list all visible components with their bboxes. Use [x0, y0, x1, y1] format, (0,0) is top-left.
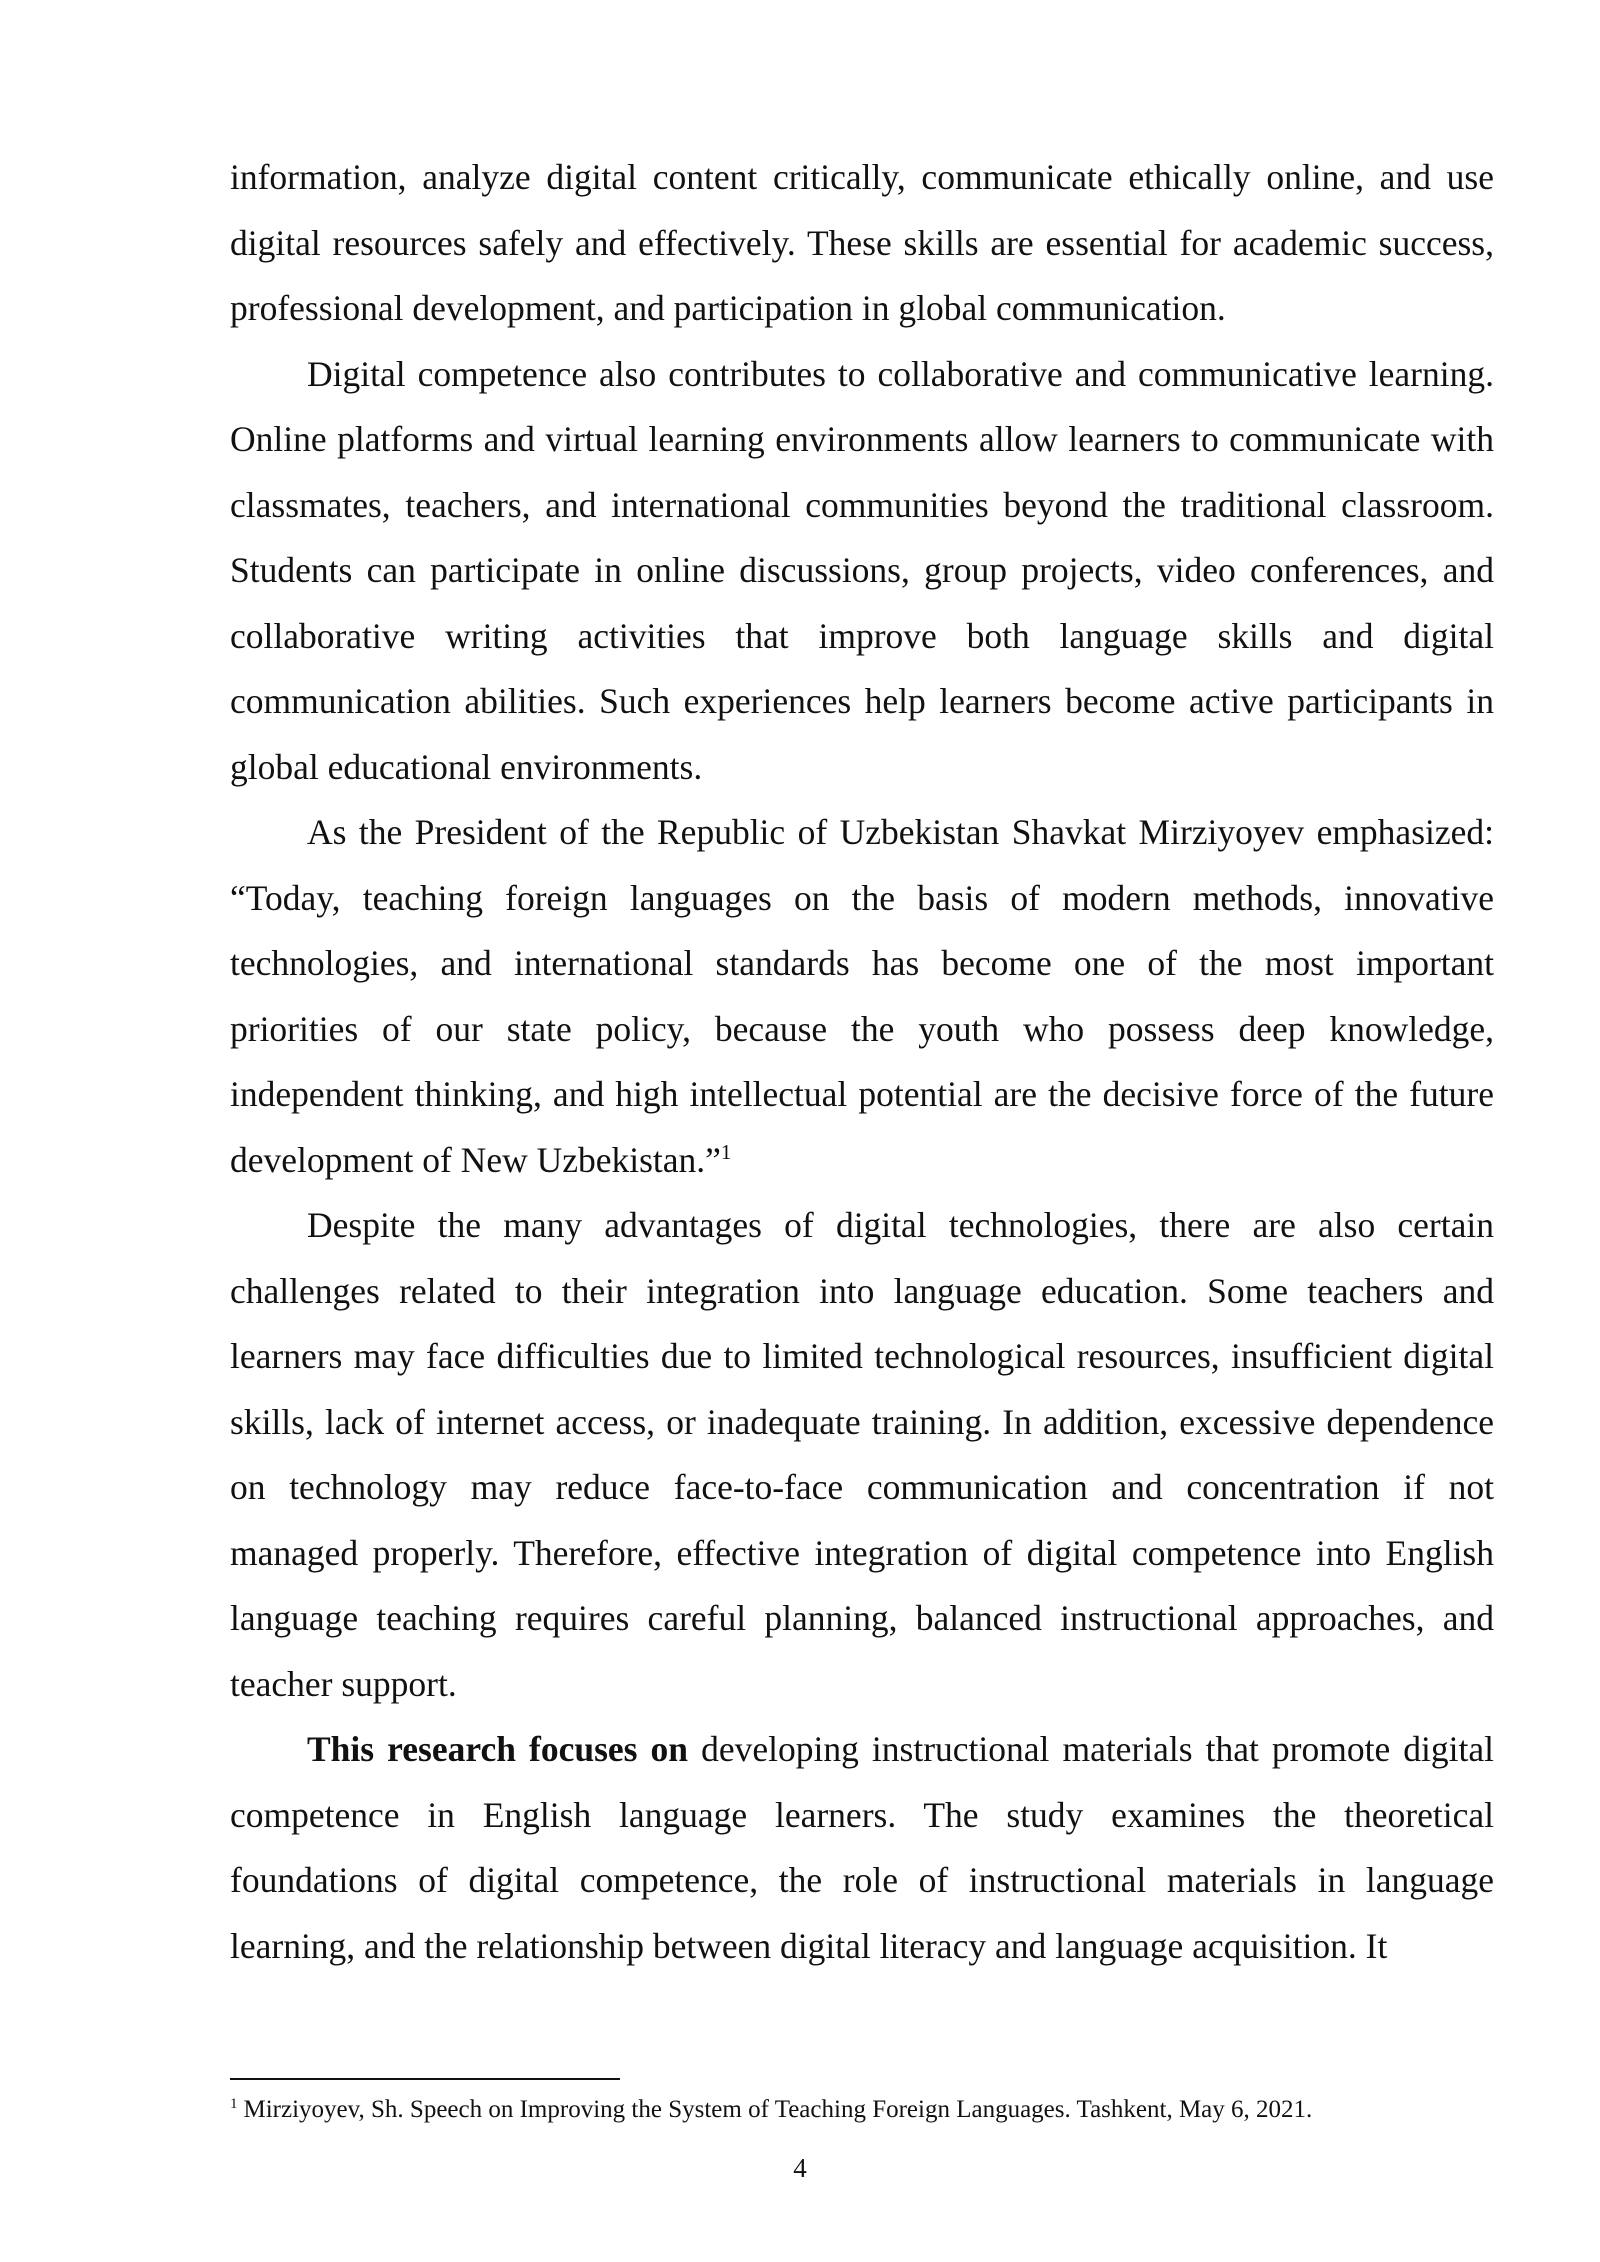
footnote-reference[interactable]: 1 [720, 1139, 732, 1164]
paragraph-5-text: developing instructional materials that promote digital competence in English language learners. The study examines the theoretical foundations of digital competence, the role of instructional materials in language learning, and the relationship between digital literacy and language acquisition. It [230, 1729, 1494, 1966]
paragraph-4-text: Despite the many advantages of digital technologies, there are also certain challenges related to their integration into language education. Some teachers and learners may face difficulties due to limited technological resources, insufficient digital skills, lack of internet access, or inadequate training. In addition, excessive dependence on technology may reduce face-to-face communication and concentration if not managed properly. Therefore, effective integration of digital competence into English language teaching requires careful planning, balanced instructional approaches, and teacher support. [230, 1205, 1494, 1704]
footnote [230, 2093, 1494, 2127]
paragraph-2-text: Digital competence also contributes to collaborative and communicative learning. Online platforms and virtual learning environments allow learners to communicate with classmates, teachers, and international communities beyond the traditional classroom. Students can participate in online discussions, group projects, video conferences, and collaborative writing activities that improve both language skills and digital communication abilities. Such experiences help learners become active participants in global educational environments. [230, 353, 1494, 787]
body-text [230, 145, 1494, 1979]
paragraph-3-text: As the President of the Republic of Uzbekistan Shavkat Mirziyoyev emphasized: “Today, teaching foreign languages on the basis of modern methods, innovative technologies, and international standards has become one of the most important priorities of our state policy, because the youth who possess deep knowledge, independent thinking, and high intellectual potential are the decisive force of the future development of New Uzbekistan.” [230, 812, 1494, 1180]
paragraph-1-text: information, analyze digital content critically, communicate ethically online, and use digital resources safely and effectively. These skills are essential for academic success, professional development, and participation in global communication. [230, 157, 1494, 328]
paragraph-3 [230, 800, 1494, 1193]
paragraph-5 [230, 1717, 1494, 1979]
page-number: 4 [793, 2153, 807, 2183]
paragraph-5-bold-lead: This research focuses on [307, 1729, 689, 1769]
footnote-text: Mirziyoyev, Sh. Speech on Improving the System of Teaching Foreign Languages. Tashkent, May 6, 2021. [243, 2096, 1313, 2123]
footnote-divider [230, 2078, 620, 2080]
footnote-mark: 1 [230, 2095, 238, 2112]
paragraph-2 [230, 342, 1494, 801]
paragraph-4 [230, 1193, 1494, 1717]
paragraph-1 [230, 145, 1494, 342]
